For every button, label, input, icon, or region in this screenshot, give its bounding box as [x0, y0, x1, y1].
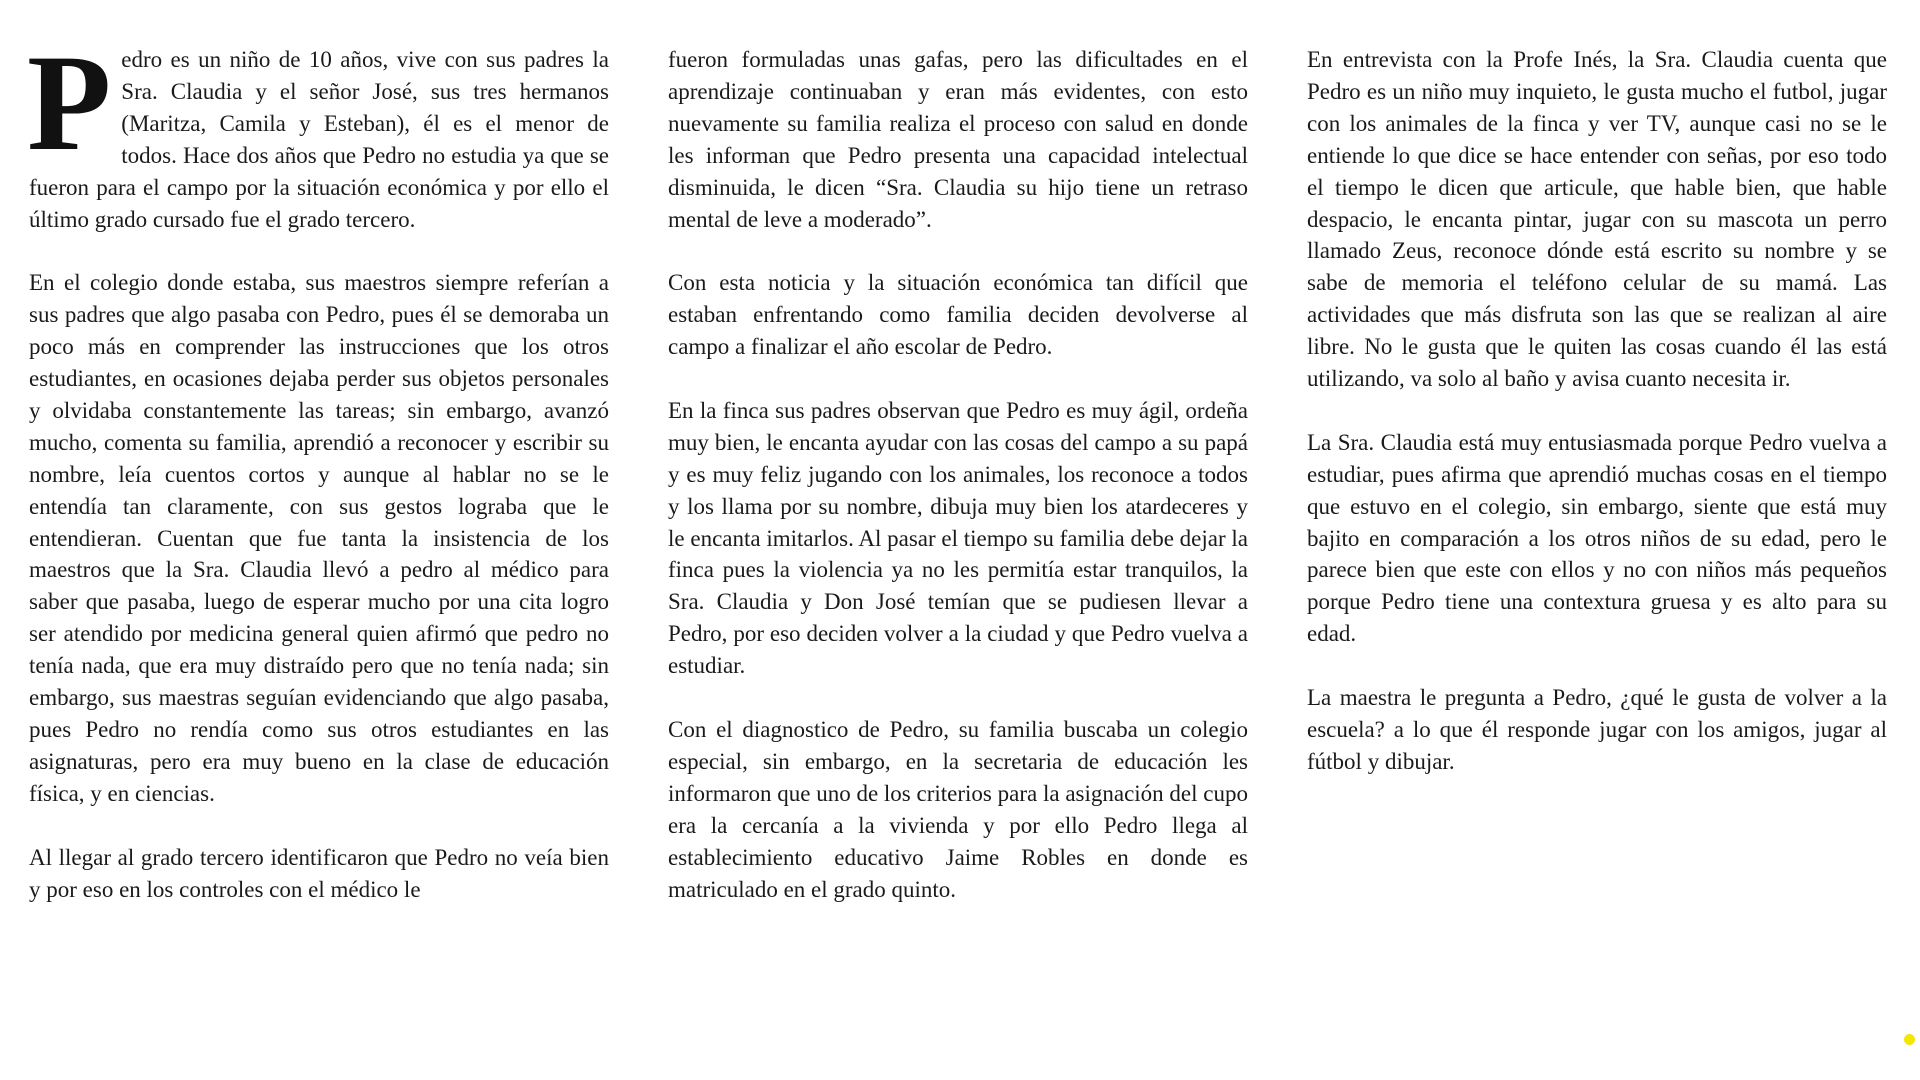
- paragraph-third-grade-part1: Al llegar al grado tercero identificaron que Pedro no veía bien y por eso en los controles con el médico le: [29, 844, 609, 902]
- text-column-1: [27, 26, 609, 937]
- paragraph-enthusiasm: La Sra. Claudia está muy entusiasmada porque Pedro vuelva a estudiar, pues afirma que aprendió muchas cosas en el tiempo que estuvo en el colegio, sin embargo, siente que está muy bajito en comparación a los otros niños de su edad, pero le parece bien que este con ellos y no con niños más pequeños porque Pedro tiene una contextura gruesa y es alto para su edad.: [1307, 429, 1887, 647]
- paragraph-third-grade-part2: fueron formuladas unas gafas, pero las dificultades en el aprendizaje continuaban y eran más evidentes, con esto nuevamente su familia realiza el proceso con salud en donde les informan que Pedro presenta una capacidad intelectual disminuida, le dicen “Sra. Claudia su hijo tiene un retraso mental de leve a moderado”.: [668, 47, 1248, 232]
- paragraph-farm: En la finca sus padres observan que Pedro es muy ágil, ordeña muy bien, le encanta ayudar con las cosas del campo a su papá y es muy feliz jugando con los animales, los reconoce a todos y los llama por su nombre, dibuja muy bien los atardeceres y le encanta imitarlos. Al pasar el tiempo su familia debe dejar la finca pues la violencia ya no les permitía estar tranquilos, la Sra. Claudia y Don José temían que se pudiesen llevar a Pedro, por eso deciden volver a la ciudad y que Pedro vuelva a estudiar.: [668, 397, 1248, 679]
- text-column-2: [668, 44, 1248, 937]
- paragraph-question: La maestra le pregunta a Pedro, ¿qué le gusta de volver a la escuela? a lo que él responde jugar con los amigos, jugar al fútbol y dibujar.: [1307, 685, 1887, 774]
- paragraph-intro-text: edro es un niño de 10 años, vive con sus padres la Sra. Claudia y el señor José, sus tres hermanos (Maritza, Camila y Esteban), él es el menor de todos. Hace dos años que Pedro no estudia ya que se fueron para el campo por la situación económica y por ello el último grado cursado fue el grado tercero.: [29, 47, 609, 232]
- text-column-3: [1307, 44, 1887, 810]
- paragraph-interview: En entrevista con la Profe Inés, la Sra. Claudia cuenta que Pedro es un niño muy inquieto, le gusta mucho el futbol, jugar con los animales de la finca y ver TV, aunque casi no se le entiende lo que dice se hace entender con señas, por eso todo el tiempo le dicen que articule, que hable bien, que hable despacio, le encanta pintar, jugar con su mascota un perro llamado Zeus, reconoce dónde está escrito su nombre y se sabe de memoria el teléfono celular de su mamá. Las actividades que más disfruta son las que se realizan al aire libre. No le gusta que le quiten las cosas cuando él las está utilizando, va solo al baño y avisa cuanto necesita ir.: [1307, 47, 1887, 392]
- yellow-dot-marker: [1904, 1034, 1915, 1045]
- paragraph-economic-news: Con esta noticia y la situación económica tan difícil que estaban enfrentando como familia deciden devolverse al campo a finalizar el año escolar de Pedro.: [668, 270, 1248, 360]
- drop-cap: P: [27, 26, 112, 179]
- paragraph-school: En el colegio donde estaba, sus maestros siempre referían a sus padres que algo pasaba con Pedro, pues él se demoraba un poco más en comprender las instrucciones que los otros estudiantes, en ocasiones dejaba perder sus objetos personales y olvidaba constantemente las tareas; sin embargo, avanzó mucho, comenta su familia, aprendió a reconocer y escribir su nombre, leía cuentos cortos y aunque al hablar no se le entendía tan claramente, con sus gestos lograba que le entendieran. Cuentan que fue tanta la insistencia de los maestros que la Sra. Claudia llevó a pedro al médico para saber que pasaba, luego de esperar mucho por una cita logro ser atendido por medicina general quien afirmó que pedro no tenía nada, que era muy distraído pero que no tenía nada; sin embargo, sus maestras seguían evidenciando que algo pasaba, pues Pedro no rendía como sus otros estudiantes en las asignaturas, pero era muy bueno en la clase de educación física, y en ciencias.: [29, 270, 609, 806]
- paragraph-diagnosis: Con el diagnostico de Pedro, su familia buscaba un colegio especial, sin embargo, en la secretaria de educación les informaron que uno de los criterios para la asignación del cupo era la cercanía a la vivienda y por ello Pedro llega al establecimiento educativo Jaime Robles en donde es matriculado en el grado quinto.: [668, 716, 1248, 902]
- paragraph-intro: [27, 26, 609, 235]
